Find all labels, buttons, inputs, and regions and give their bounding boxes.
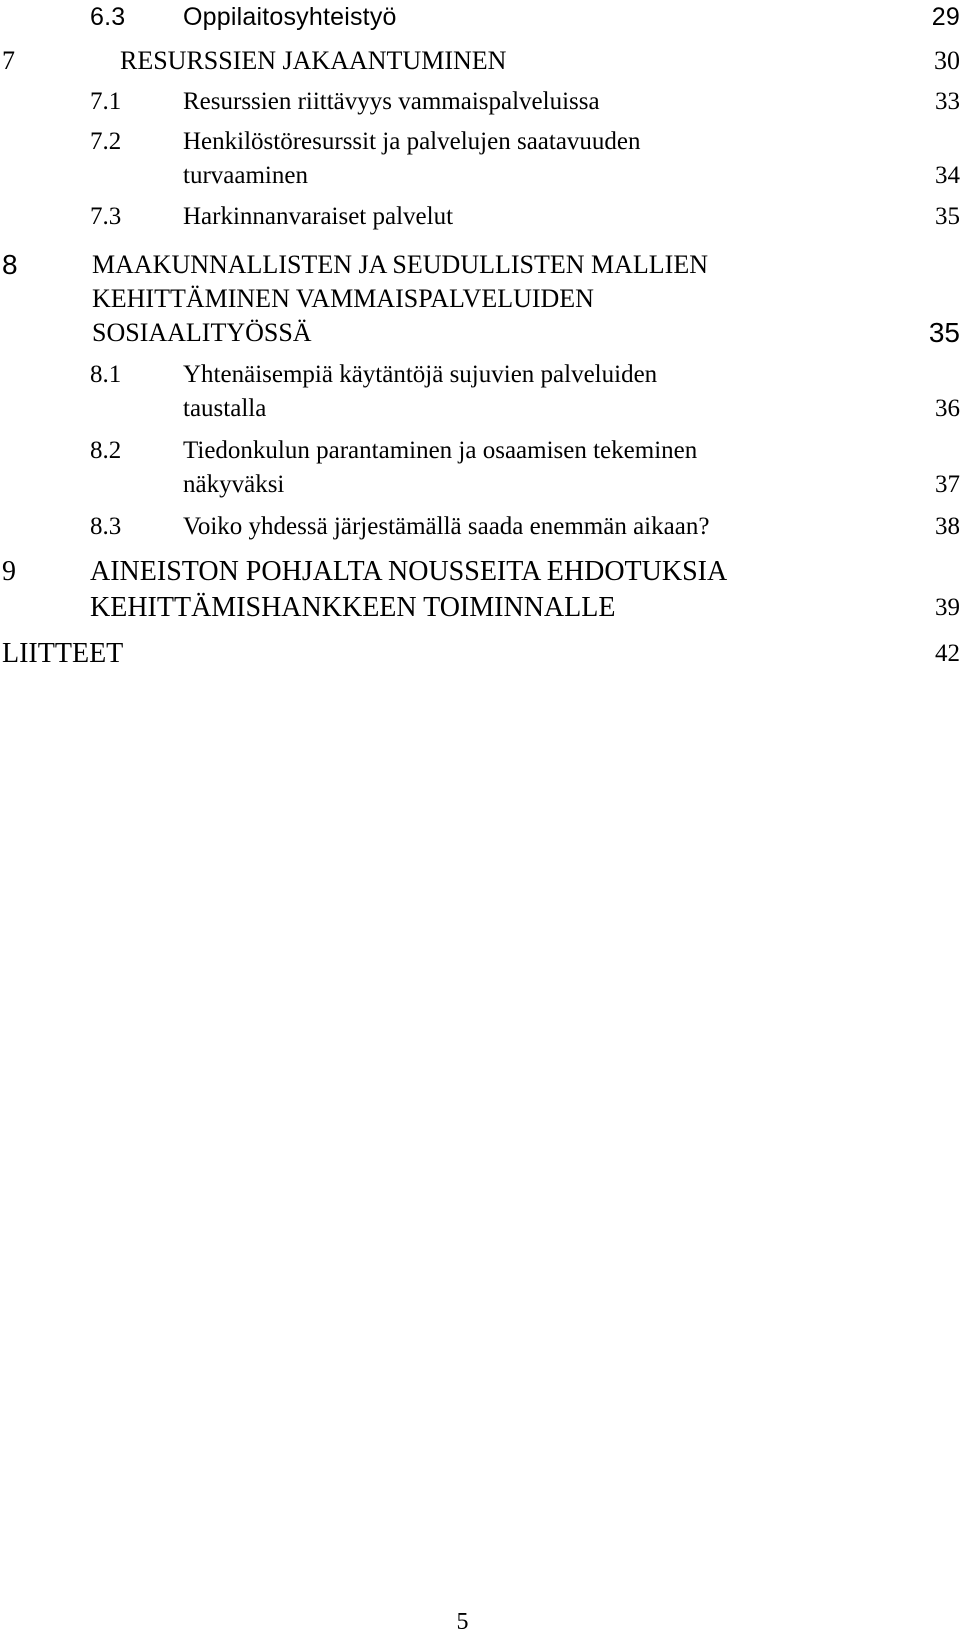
toc-entry-title-line: Voiko yhdessä järjestämällä saada enemmän aikaan?: [183, 513, 710, 540]
toc-entry-title-line: Resurssien riittävyys vammaispalveluissa: [183, 88, 600, 115]
toc-entry-number: 8: [2, 249, 18, 280]
toc-entry-title: [183, 434, 697, 502]
toc-entry-title: [183, 85, 600, 119]
toc-entry-title-line: SOSIAALITYÖSSÄ: [92, 318, 312, 347]
toc-entry-number: 7.3: [90, 203, 122, 230]
toc-entry-title: [183, 510, 709, 544]
toc-entry-title-line: Yhtenäisempiä käytäntöjä sujuvien palveluiden: [183, 361, 658, 388]
toc-entry-title-line: Henkilöstöresurssit ja palvelujen saatavuuden: [183, 128, 641, 155]
toc-entry-title: [92, 248, 708, 350]
toc-entry-title-line: Harkinnanvaraiset palvelut: [183, 203, 454, 230]
toc-entry-page: 39: [935, 594, 960, 621]
toc-entry-page: 35: [928, 317, 960, 348]
toc-entry-number: 7: [2, 46, 15, 75]
page-number: 5: [456, 1609, 469, 1635]
toc-entry-title: [2, 636, 123, 672]
toc-entry-page: 36: [935, 395, 960, 422]
toc-entry-number: 8.2: [90, 437, 122, 464]
toc-entry-page: 38: [935, 513, 960, 540]
toc-entry-title-line: RESURSSIEN JAKAANTUMINEN: [120, 46, 507, 75]
toc-entry-number: 7.1: [90, 88, 122, 115]
toc-entry-page: 34: [935, 162, 960, 189]
toc-entry-title-line: LIITTEET: [2, 638, 124, 669]
toc-entry-title: [183, 0, 397, 34]
toc-entry-title: [183, 200, 453, 234]
toc-entry-number: 6.3: [90, 3, 126, 31]
toc-entry-title-line: Tiedonkulun parantaminen ja osaamisen tekeminen: [183, 437, 698, 464]
toc-entry-title-line: KEHITTÄMINEN VAMMAISPALVELUIDEN: [92, 284, 594, 313]
toc-entry-page: 30: [934, 46, 960, 75]
toc-entry-number: 9: [2, 556, 16, 587]
toc-entry-title-line: turvaaminen: [183, 162, 308, 189]
toc-entry-page: 35: [935, 203, 960, 230]
toc-entry-title: [120, 44, 506, 78]
toc-entry-title-line: MAAKUNNALLISTEN JA SEUDULLISTEN MALLIEN: [92, 250, 709, 279]
toc-entry-number: 8.3: [90, 513, 122, 540]
toc-entry-page: 37: [935, 471, 960, 498]
toc-entry-title: [183, 125, 641, 193]
toc-entry-title: [183, 358, 657, 426]
toc-entry-page: 29: [931, 3, 960, 31]
toc-entry-page: 42: [935, 640, 960, 667]
toc-entry-number: 8.1: [90, 361, 122, 388]
toc-entry-title: [90, 554, 727, 626]
toc-entry-page: 33: [935, 88, 960, 115]
toc-entry-title-line: taustalla: [183, 395, 267, 422]
toc-entry-title-line: KEHITTÄMISHANKKEEN TOIMINNALLE: [90, 592, 616, 623]
toc-entry-title-line: Oppilaitosyhteistyö: [183, 3, 397, 31]
toc-entry-title-line: näkyväksi: [183, 471, 285, 498]
toc-entry-number: 7.2: [90, 128, 122, 155]
toc-entry-title-line: AINEISTON POHJALTA NOUSSEITA EHDOTUKSIA: [90, 556, 728, 587]
